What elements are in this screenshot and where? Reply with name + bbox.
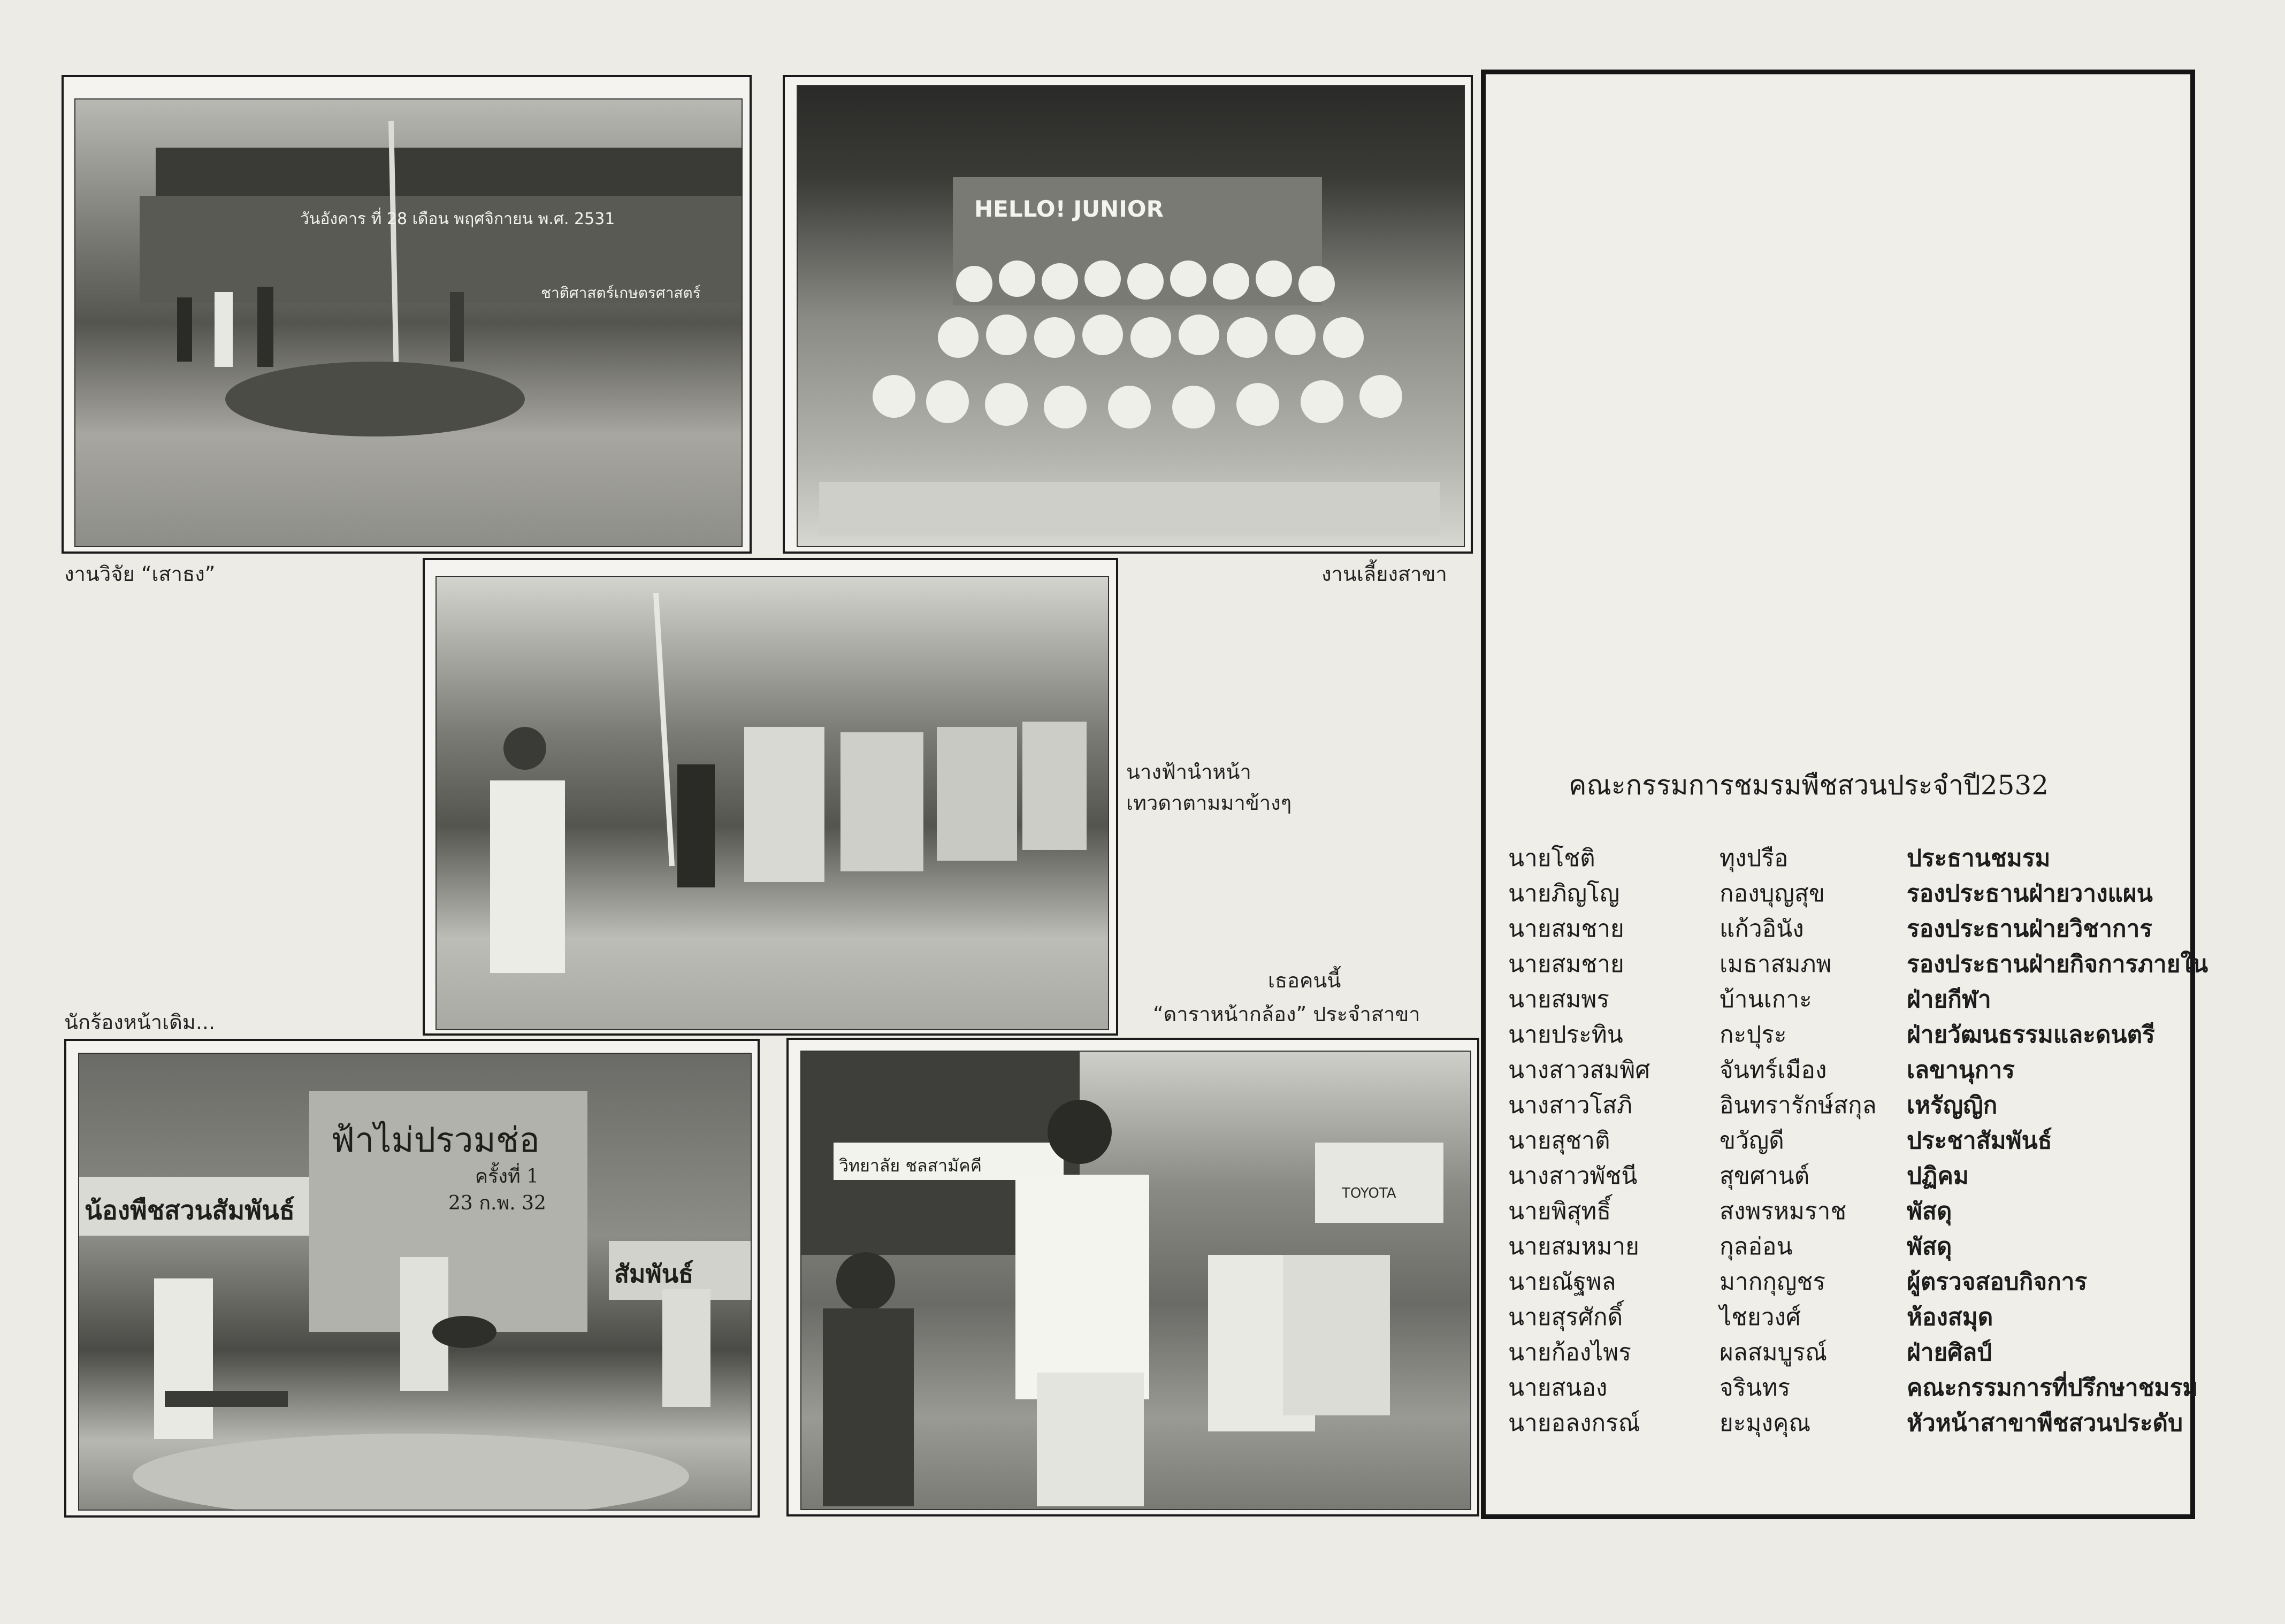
member-role: หัวหน้าสาขาพืชสวนประดับ (1907, 1409, 2183, 1437)
member-last-name: บ้านเกาะ (1720, 986, 1812, 1013)
member-last-name: จันทร์เมือง (1720, 1056, 1827, 1084)
member-role: ฝ่ายศิลป์ (1907, 1339, 1992, 1366)
member-first-name: นางสาวสมพิศ (1508, 1056, 1650, 1084)
member-first-name: นายโชติ (1508, 845, 1595, 872)
committee-title: คณะกรรมการชมรมพืชสวนประจำปี2532 (1569, 770, 2049, 801)
member-last-name: กุลอ่อน (1720, 1233, 1793, 1260)
member-role: รองประธานฝ่ายวางแผน (1907, 880, 2153, 907)
member-first-name: นางสาวโสภิ (1508, 1092, 1633, 1119)
portrait-sign-text: วิทยาลัย ชลสามัคคี (839, 1155, 982, 1176)
member-role: รองประธานฝ่ายกิจการภายใน (1907, 951, 2208, 978)
photo-branch-party-image (797, 85, 1465, 547)
photo-research-event (62, 75, 752, 554)
member-role: พัสดุ (1907, 1233, 1952, 1260)
stage-sign-edition: ครั้งที่ 1 (475, 1166, 539, 1188)
member-role: เลขานุการ (1907, 1056, 2015, 1084)
member-role: ฝ่ายวัฒนธรรมและดนตรี (1907, 1021, 2155, 1048)
member-last-name: อินทรารักษ์สกุล (1720, 1092, 1877, 1119)
caption-band-stage: นักร้องหน้าเดิม... (64, 1010, 216, 1034)
member-last-name: เมธาสมภพ (1720, 951, 1832, 978)
portrait-truck-label: TOYOTA (1342, 1185, 1396, 1201)
photo-band-stage-image (78, 1053, 752, 1511)
caption-branch-party: งานเลี้ยงสาขา (1321, 562, 1447, 586)
member-role: พัสดุ (1907, 1198, 1952, 1225)
member-role: รองประธานฝ่ายวิชาการ (1907, 915, 2152, 943)
member-first-name: นายสมชาย (1508, 951, 1624, 978)
member-last-name: ทุงปรือ (1720, 845, 1789, 872)
member-last-name: ยะมุงคุณ (1720, 1409, 1811, 1437)
photo-parade (423, 558, 1118, 1036)
photo-girl-portrait-image (800, 1051, 1471, 1510)
member-role: เหรัญญิก (1907, 1092, 1998, 1119)
member-last-name: สุขศานต์ (1720, 1162, 1810, 1190)
member-role: คณะกรรมการที่ปรึกษาชมรม (1907, 1374, 2198, 1401)
caption-research-event: งานวิจัย “เสาธง” (64, 562, 216, 586)
flag-banner-date: วันอังคาร ที่ 28 เดือน พฤศจิกายน พ.ศ. 2531 (300, 210, 615, 228)
member-last-name: กะปุระ (1720, 1021, 1787, 1048)
member-role: ประธานชมรม (1907, 845, 2051, 872)
member-last-name: กองบุญสุข (1720, 880, 1825, 907)
caption-parade-line-2: เทวดาตามมาข้างๆ (1126, 791, 1292, 815)
member-last-name: มากกุญชร (1720, 1268, 1825, 1296)
member-last-name: ผลสมบูรณ์ (1720, 1339, 1827, 1366)
member-first-name: นายสมพร (1508, 986, 1610, 1013)
stage-sign-date: 23 ก.พ. 32 (448, 1192, 546, 1214)
member-last-name: ไชยวงศ์ (1720, 1304, 1801, 1331)
member-last-name: แก้วอินัง (1720, 915, 1804, 943)
member-first-name: นายสนอง (1508, 1374, 1608, 1401)
member-first-name: นายก้องไพร (1508, 1339, 1631, 1366)
member-first-name: นายสมชาย (1508, 915, 1624, 943)
stage-sign-title: ฟ้าไม่ปรวมช่อ (331, 1121, 540, 1160)
photo-research-event-image (74, 98, 743, 547)
member-first-name: นางสาวพัชนี (1508, 1162, 1638, 1190)
party-banner-text: HELLO! JUNIOR (974, 196, 1164, 222)
member-first-name: นายอลงกรณ์ (1508, 1409, 1640, 1437)
flag-banner-faculty: ชาติศาสตร์เกษตรศาสตร์ (541, 284, 701, 302)
member-last-name: จรินทร (1720, 1374, 1791, 1401)
caption-parade-line-1: นางฟ้านำหน้า (1126, 760, 1251, 784)
member-first-name: นายภิญโญ (1508, 880, 1620, 907)
member-role: ฝ่ายกีฬา (1907, 986, 1991, 1013)
member-role: ห้องสมุด (1907, 1304, 1993, 1331)
member-first-name: นายสุชาติ (1508, 1127, 1610, 1154)
member-first-name: นายประทิน (1508, 1021, 1623, 1048)
photo-parade-image (435, 576, 1109, 1030)
member-role: ปฏิคม (1907, 1162, 1969, 1190)
member-role: ประชาสัมพันธ์ (1907, 1127, 2052, 1154)
member-first-name: นายณัฐพล (1508, 1268, 1616, 1296)
member-first-name: นายพิสุทธิ์ (1508, 1198, 1611, 1225)
caption-portrait-line-1: เธอคนนี้ (1268, 969, 1341, 992)
stage-sign-left: น้องพืชสวนสัมพันธ์ (85, 1196, 295, 1225)
photo-branch-party (783, 75, 1473, 554)
photo-band-stage (64, 1039, 760, 1518)
member-last-name: ขวัญดี (1720, 1127, 1784, 1154)
member-last-name: สงพรหมราช (1720, 1198, 1847, 1225)
caption-portrait-line-2: “ดาราหน้ากล้อง” ประจำสาขา (1153, 1002, 1420, 1026)
stage-sign-right: สัมพันธ์ (614, 1259, 694, 1288)
committee-panel (1481, 70, 2208, 1519)
photo-girl-portrait (786, 1038, 1479, 1516)
member-first-name: นายสุรศักดิ์ (1508, 1304, 1623, 1331)
member-role: ผู้ตรวจสอบกิจการ (1907, 1268, 2088, 1296)
member-first-name: นายสมหมาย (1508, 1233, 1639, 1260)
